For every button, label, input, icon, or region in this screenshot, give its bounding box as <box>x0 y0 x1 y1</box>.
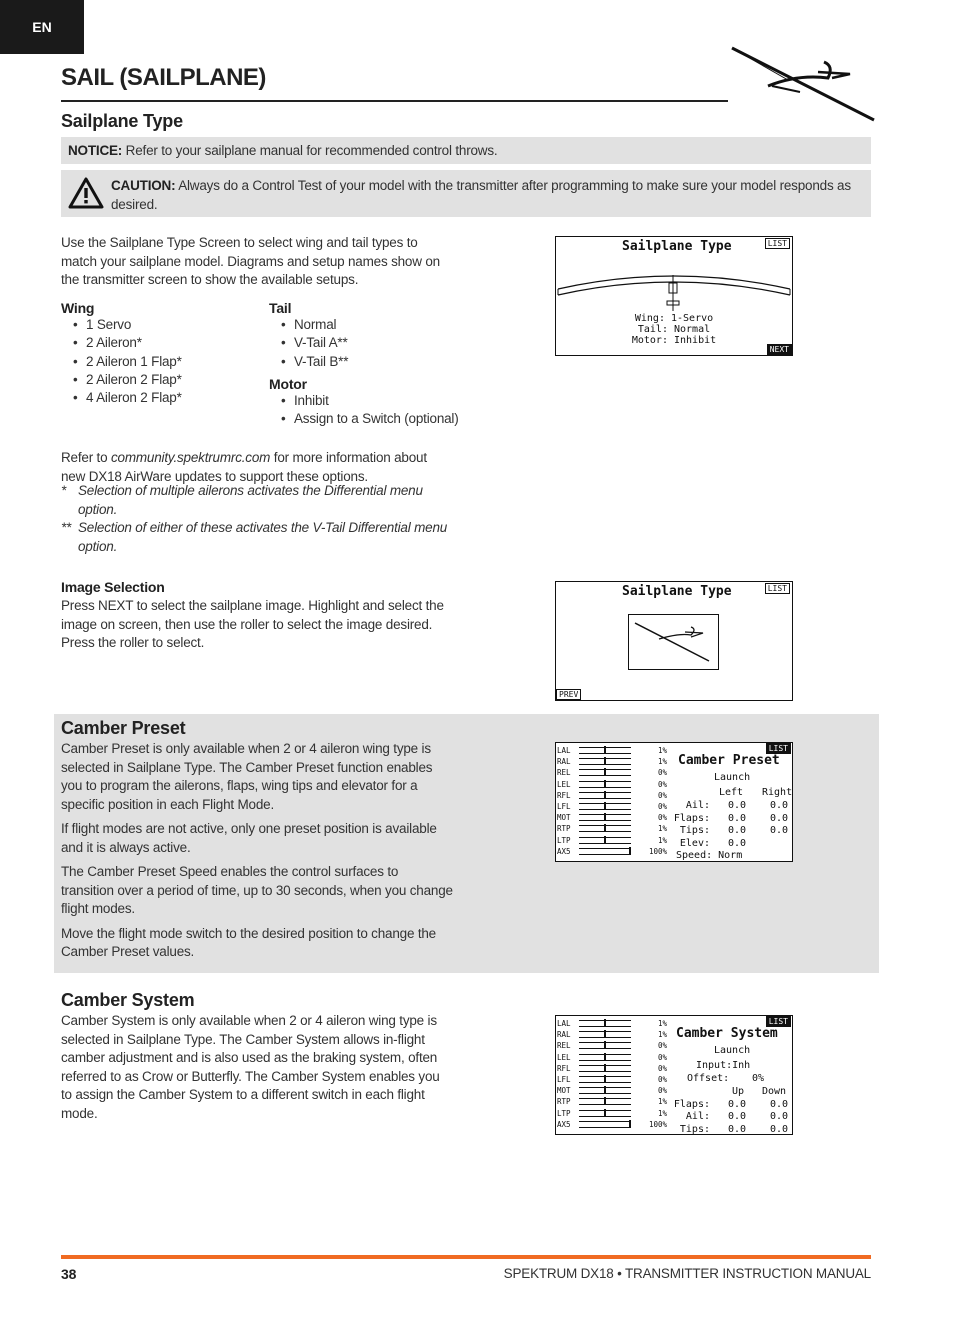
channel-name: MOT <box>557 813 571 823</box>
left-value[interactable]: 0.0 <box>727 812 746 824</box>
channel-name: RTP <box>557 1097 571 1107</box>
image-selection-text: Press NEXT to select the sailplane image. Highlight and select the image on screen, then use the roller to select the image desired. Press the roller to select. <box>61 598 444 650</box>
footnote-mark: * <box>61 483 67 498</box>
channel-value: 0% <box>657 813 667 823</box>
channel-bar <box>579 1065 631 1072</box>
channel-row <box>557 1029 671 1040</box>
channel-value: 0% <box>657 790 667 800</box>
tail-heading: Tail <box>269 300 292 316</box>
screen-title: Camber Preset <box>678 753 780 768</box>
channel-bar <box>579 1031 631 1038</box>
channel-name: RAL <box>557 1030 571 1040</box>
channel-name: MOT <box>557 1086 571 1096</box>
wing-heading: Wing <box>61 300 95 316</box>
footer-title: SPEKTRUM DX18 • TRANSMITTER INSTRUCTION MANUAL <box>503 1266 871 1281</box>
image-selection-heading: Image Selection <box>61 579 165 595</box>
list-item: • V-Tail A** <box>269 334 469 352</box>
list-item: • Inhibit <box>269 392 469 410</box>
channel-row <box>557 801 671 812</box>
refer-prefix: Refer to <box>61 450 111 465</box>
channel-row <box>557 812 671 823</box>
channel-bar <box>579 1042 631 1049</box>
channel-value: 1% <box>657 1108 667 1118</box>
channel-name: RAL <box>557 757 571 767</box>
down-value[interactable]: 0.0 <box>769 1099 788 1110</box>
footer-rule <box>61 1255 871 1259</box>
channel-row <box>557 1052 671 1063</box>
channel-value: 0% <box>657 779 667 789</box>
channel-name: RFL <box>557 1063 571 1073</box>
sailplane-intro: Use the Sailplane Type Screen to select wing and tail types to match your sailplane model. Diagrams and setup names show on the transmitter screen to show the available setups. <box>61 235 440 287</box>
camber-system-text: Camber System is only available when 2 or 4 aileron wing type is selected in Sailplane Type. The Camber System allows in-flight camber adjustment and is also used as the braking system, often referred to as Crow or Butterfly. The Camber System enables you to assign the Camber System to a different switch in each flight mode. <box>61 1013 440 1121</box>
channel-bar <box>579 848 631 855</box>
caution-box <box>61 170 871 217</box>
channel-value: 100% <box>648 1119 667 1129</box>
row-label: Tips: <box>679 1123 710 1135</box>
channel-name: AX5 <box>557 846 571 856</box>
left-value[interactable]: 0.0 <box>727 837 746 849</box>
channel-name: AX5 <box>557 1119 571 1129</box>
channel-value: 0% <box>657 768 667 778</box>
footnote-1: Selection of multiple ailerons activates the Differential menu option. <box>78 483 423 517</box>
camber-system-heading: Camber System <box>61 990 195 1010</box>
row-label: Ail: <box>685 1111 710 1123</box>
down-value[interactable]: 0.0 <box>769 1123 788 1135</box>
channel-bar <box>579 1076 631 1083</box>
paragraph: If flight modes are not active, only one preset position is available and it is always active. <box>61 821 437 855</box>
notice-box <box>61 137 871 164</box>
paragraph: Camber Preset is only available when 2 or 4 aileron wing type is selected in Sailplane Type. The Camber Preset function enables you to program the ailerons, flaps, wing tips and elevator for a specific position in each Flight Mode. <box>61 741 433 812</box>
right-value[interactable]: 0.0 <box>769 825 788 836</box>
sailplane-image-icon <box>629 615 718 669</box>
sailplane-type-heading: Sailplane Type <box>61 111 183 131</box>
right-value[interactable]: 0.0 <box>769 812 788 824</box>
left-value[interactable]: 0.0 <box>727 800 746 811</box>
channel-value: 1% <box>657 835 667 845</box>
input-setting[interactable]: Input:Inh <box>696 1060 751 1071</box>
channel-name: RTP <box>557 824 571 834</box>
channel-name: LAL <box>557 746 571 755</box>
channel-value: 1% <box>657 1019 667 1028</box>
left-value[interactable]: 0.0 <box>727 825 746 836</box>
column-right: Right <box>762 787 793 798</box>
sailplane-type-screen <box>555 236 793 356</box>
right-value[interactable]: 0.0 <box>769 800 788 811</box>
caution-label: CAUTION: <box>111 178 176 193</box>
channel-bar <box>579 825 631 832</box>
sailplane-logo-icon <box>728 44 878 124</box>
flight-mode: Launch <box>714 772 751 783</box>
channel-row <box>557 823 671 834</box>
channel-bar <box>579 792 631 799</box>
tail-motor-list <box>269 300 469 428</box>
channel-bar <box>579 837 631 844</box>
channel-row <box>557 1119 671 1130</box>
title-rule <box>61 100 728 102</box>
list-item: • V-Tail B** <box>269 353 469 371</box>
offset-label: Offset: <box>687 1073 730 1084</box>
channel-value: 0% <box>657 1041 667 1051</box>
up-value[interactable]: 0.0 <box>727 1123 746 1135</box>
channel-row <box>557 756 671 767</box>
page-title: SAIL (SAILPLANE) <box>61 64 266 91</box>
channel-monitor <box>557 1018 671 1130</box>
camber-values <box>672 1099 792 1136</box>
paragraph: Move the flight mode switch to the desired position to change the Camber Preset values. <box>61 925 436 959</box>
column-left: Left <box>719 787 744 798</box>
list-item: • Assign to a Switch (optional) <box>269 410 469 428</box>
wing-setting: Wing: 1-Servo <box>634 313 714 324</box>
list-button[interactable]: LIST <box>766 743 791 754</box>
screen-summary <box>556 313 792 346</box>
list-button[interactable]: LIST <box>765 238 790 249</box>
channel-bar <box>579 1020 631 1027</box>
list-item: • 2 Aileron 2 Flap* <box>61 371 261 389</box>
channel-bar <box>579 747 631 754</box>
channel-value: 1% <box>657 746 667 755</box>
list-item: • 2 Aileron* <box>61 334 261 352</box>
row-label: Flaps: <box>673 812 710 824</box>
channel-bar <box>579 1054 631 1061</box>
motor-heading: Motor <box>269 375 307 392</box>
row-label: Elev: <box>679 837 710 849</box>
channel-value: 0% <box>657 1052 667 1062</box>
channel-value: 0% <box>657 1063 667 1073</box>
channel-bar <box>579 1098 631 1105</box>
list-button[interactable]: LIST <box>765 583 790 594</box>
up-value[interactable]: 0.0 <box>727 1099 746 1110</box>
column-up: Up <box>732 1086 745 1097</box>
channel-bar <box>579 769 631 776</box>
channel-bar <box>579 1110 631 1117</box>
language-tab: EN <box>0 0 84 54</box>
list-item: • 2 Aileron 1 Flap* <box>61 353 261 371</box>
channel-bar <box>579 1121 631 1128</box>
image-selector[interactable] <box>628 614 719 670</box>
channel-value: 1% <box>657 824 667 834</box>
row-label: Flaps: <box>673 1099 710 1110</box>
screen-title: Camber System <box>676 1026 778 1041</box>
channel-name: LTP <box>557 835 571 845</box>
camber-preset-heading: Camber Preset <box>61 718 186 738</box>
channel-row <box>557 1085 671 1096</box>
channel-name: LEL <box>557 1052 571 1062</box>
channel-name: LFL <box>557 801 571 811</box>
channel-row <box>557 1096 671 1107</box>
channel-row <box>557 779 671 790</box>
channel-name: LTP <box>557 1108 571 1118</box>
flight-mode: Launch <box>714 1045 751 1056</box>
offset-value[interactable]: 0% <box>752 1073 765 1084</box>
list-item: • 1 Servo <box>61 316 261 334</box>
channel-value: 0% <box>657 801 667 811</box>
row-label: Tips: <box>679 825 710 836</box>
screen-title: Sailplane Type <box>622 584 732 599</box>
footnotes <box>61 482 461 556</box>
channel-name: LAL <box>557 1019 571 1028</box>
notice-label: NOTICE: <box>68 143 123 158</box>
footnote-mark: ** <box>61 520 72 535</box>
list-button[interactable]: LIST <box>766 1016 791 1027</box>
channel-name: REL <box>557 768 571 778</box>
row-label: Ail: <box>685 800 710 811</box>
channel-value: 100% <box>648 846 667 856</box>
caution-text: Always do a Control Test of your model with the transmitter after programming to make sure your model responds as desired. <box>111 178 851 212</box>
channel-row <box>557 1108 671 1119</box>
page-number: 38 <box>61 1266 77 1282</box>
channel-row <box>557 745 671 756</box>
channel-row <box>557 1040 671 1051</box>
tail-setting: Tail: Normal <box>637 324 711 335</box>
notice-text: Refer to your sailplane manual for recommended control throws. <box>125 143 498 158</box>
camber-system-screen <box>555 1015 793 1135</box>
down-value[interactable]: 0.0 <box>769 1111 788 1123</box>
channel-bar <box>579 814 631 821</box>
channel-monitor <box>557 745 671 857</box>
channel-row <box>557 835 671 846</box>
channel-row <box>557 846 671 857</box>
refer-paragraph <box>61 449 453 486</box>
sailplane-image-screen <box>555 581 793 701</box>
channel-bar <box>579 1087 631 1094</box>
channel-value: 0% <box>657 1086 667 1096</box>
refer-suffix: for more information about new DX18 AirWare updates to support these options. <box>61 450 427 484</box>
channel-value: 1% <box>657 757 667 767</box>
next-button[interactable]: NEXT <box>767 344 792 355</box>
wing-list <box>61 300 261 407</box>
screen-title: Sailplane Type <box>622 239 732 254</box>
camber-preset-screen <box>555 742 793 862</box>
list-item: • 4 Aileron 2 Flap* <box>61 389 261 407</box>
list-item: • Normal <box>269 316 469 334</box>
up-value[interactable]: 0.0 <box>727 1111 746 1123</box>
footnote-2: Selection of either of these activates the V-Tail Differential menu option. <box>78 520 448 554</box>
motor-setting: Motor: Inhibit <box>631 335 717 346</box>
channel-bar <box>579 803 631 810</box>
paragraph: The Camber Preset Speed enables the control surfaces to transition over a period of time, up to 30 seconds, when you change flight modes. <box>61 864 453 916</box>
channel-row <box>557 1063 671 1074</box>
channel-name: REL <box>557 1041 571 1051</box>
camber-values <box>672 800 792 850</box>
right-value[interactable] <box>746 838 788 851</box>
channel-row <box>557 790 671 801</box>
camber-preset-text <box>61 740 453 962</box>
channel-row <box>557 1074 671 1085</box>
channel-bar <box>579 758 631 765</box>
prev-button[interactable]: PREV <box>556 689 581 700</box>
community-link[interactable]: community.spektrumrc.com <box>110 450 271 465</box>
column-down: Down <box>762 1086 787 1097</box>
channel-bar <box>579 781 631 788</box>
channel-name: LFL <box>557 1074 571 1084</box>
channel-row <box>557 1018 671 1029</box>
warning-icon <box>68 177 104 209</box>
channel-value: 1% <box>657 1097 667 1107</box>
channel-name: LEL <box>557 779 571 789</box>
channel-value: 0% <box>657 1074 667 1084</box>
channel-row <box>557 767 671 778</box>
wing-diagram-icon <box>556 261 792 315</box>
channel-value: 1% <box>657 1030 667 1040</box>
channel-name: RFL <box>557 790 571 800</box>
speed-setting[interactable]: Speed: Norm <box>676 850 743 861</box>
